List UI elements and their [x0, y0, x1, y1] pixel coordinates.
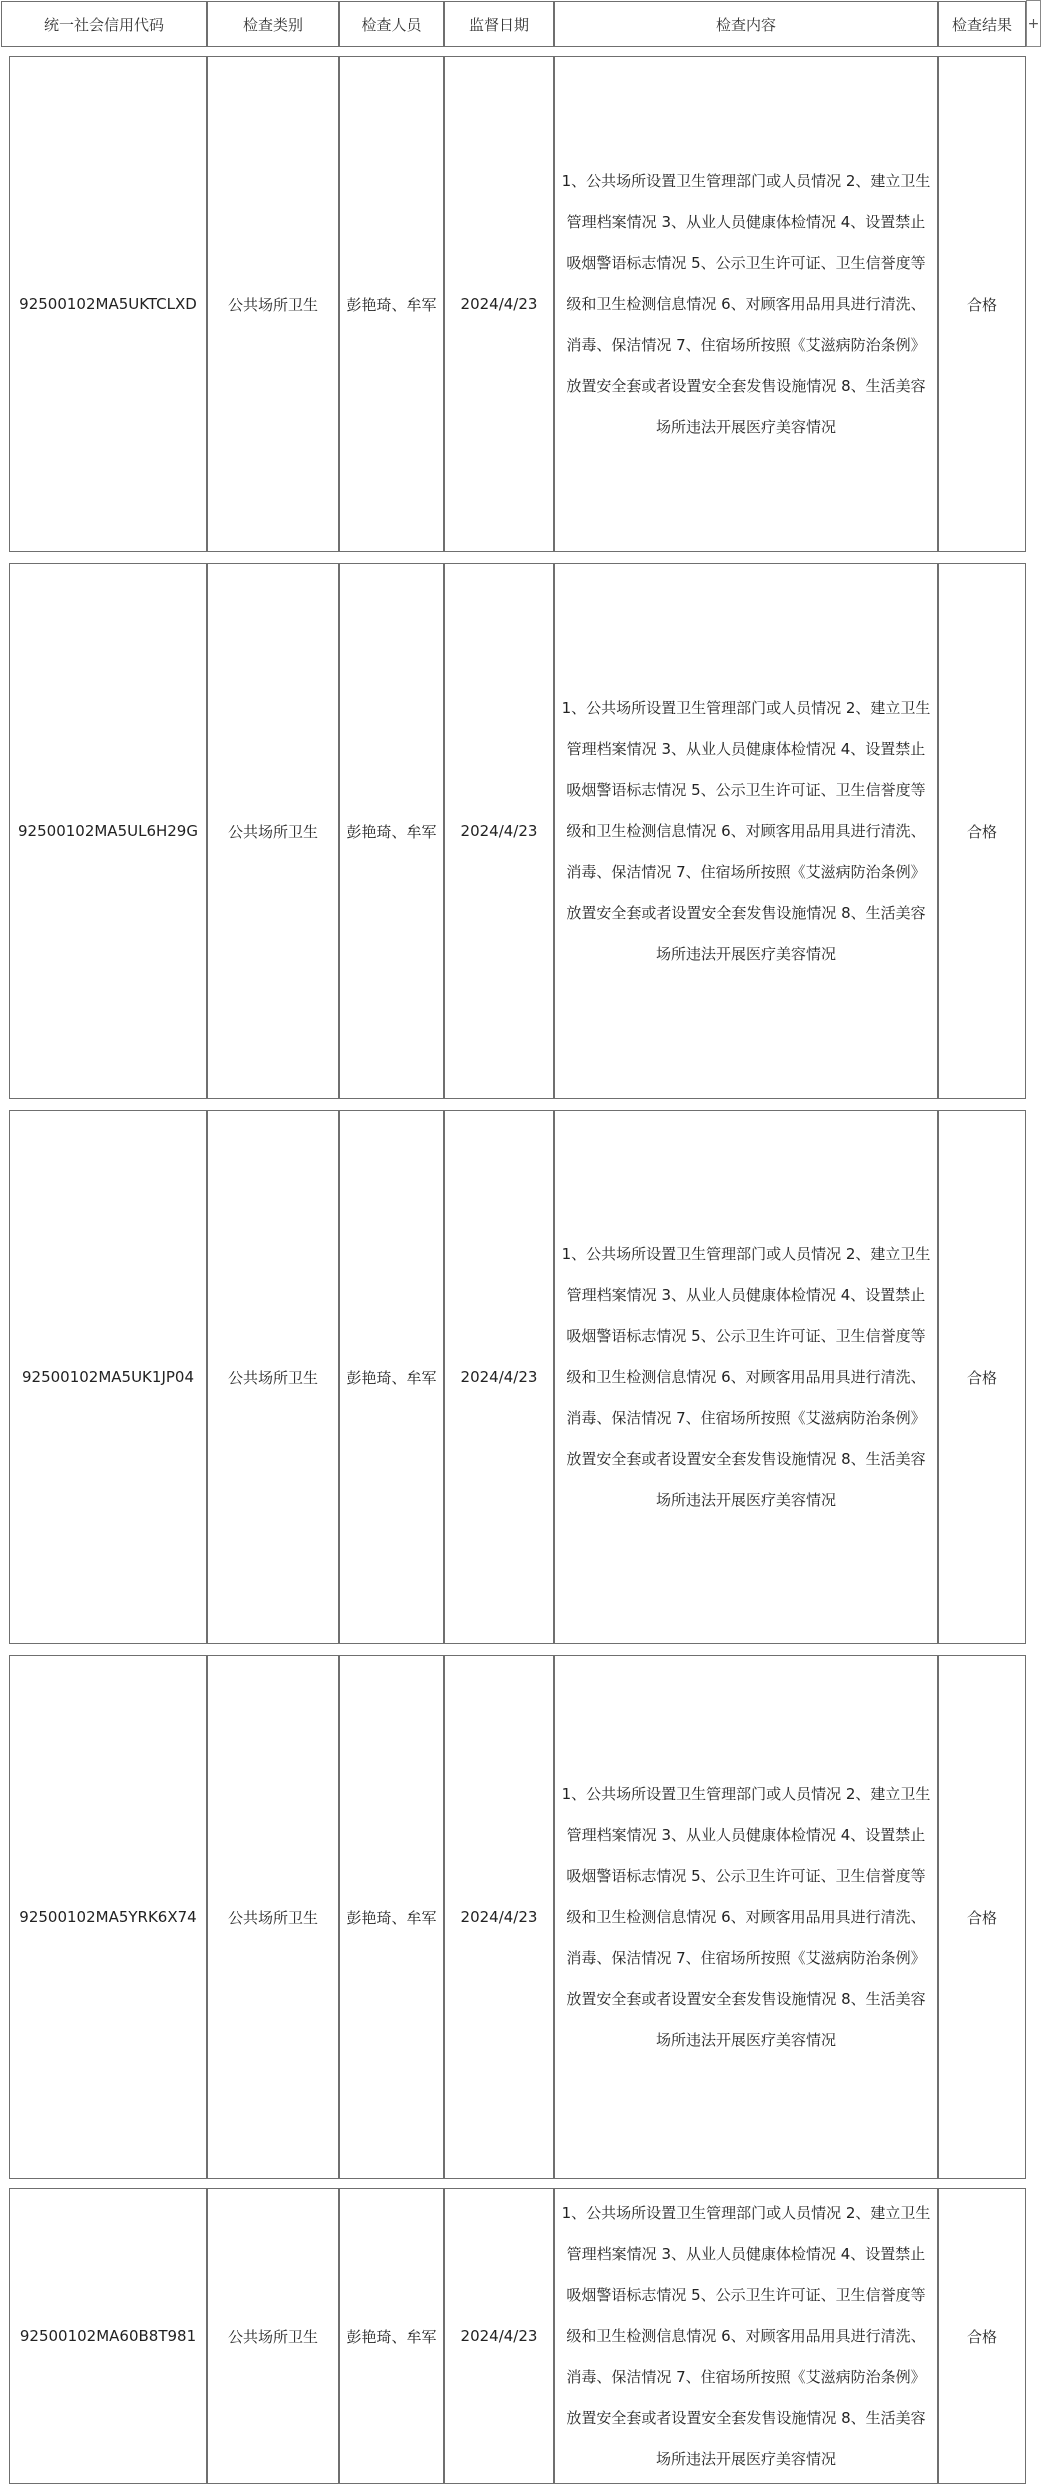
row-code: 92500102MA5UK1JP04	[9, 1110, 207, 1644]
row-inspector: 彭艳琦、牟军	[339, 56, 444, 552]
row-content: 1、公共场所设置卫生管理部门或人员情况 2、建立卫生管理档案情况 3、从业人员健康体检情况 4、设置禁止吸烟警语标志情况 5、公示卫生许可证、卫生信誉度等级和卫生检测信息情况 6、对顾客用品用具进行清洗、消毒、保洁情况 7、住宿场所按照《艾滋病防治条例》放置安全套或者设置安全套发售设施情况 8、生活美容场所违法开展医疗美容情况	[554, 2188, 938, 2484]
header-result: 检查结果	[938, 1, 1026, 47]
row-code: 92500102MA5YRK6X74	[9, 1655, 207, 2179]
header-content: 检查内容	[554, 1, 938, 47]
row-result: 合格	[938, 56, 1026, 552]
add-column-button[interactable]: +	[1026, 0, 1041, 47]
row-content: 1、公共场所设置卫生管理部门或人员情况 2、建立卫生管理档案情况 3、从业人员健康体检情况 4、设置禁止吸烟警语标志情况 5、公示卫生许可证、卫生信誉度等级和卫生检测信息情况 6、对顾客用品用具进行清洗、消毒、保洁情况 7、住宿场所按照《艾滋病防治条例》放置安全套或者设置安全套发售设施情况 8、生活美容场所违法开展医疗美容情况	[554, 563, 938, 1099]
row-inspector: 彭艳琦、牟军	[339, 2188, 444, 2484]
row-category: 公共场所卫生	[207, 1110, 339, 1644]
header-category: 检查类别	[207, 1, 339, 47]
row-inspector: 彭艳琦、牟军	[339, 1655, 444, 2179]
header-date: 监督日期	[444, 1, 554, 47]
row-date: 2024/4/23	[444, 1655, 554, 2179]
row-inspector: 彭艳琦、牟军	[339, 1110, 444, 1644]
header-inspector: 检查人员	[339, 1, 444, 47]
row-content: 1、公共场所设置卫生管理部门或人员情况 2、建立卫生管理档案情况 3、从业人员健康体检情况 4、设置禁止吸烟警语标志情况 5、公示卫生许可证、卫生信誉度等级和卫生检测信息情况 6、对顾客用品用具进行清洗、消毒、保洁情况 7、住宿场所按照《艾滋病防治条例》放置安全套或者设置安全套发售设施情况 8、生活美容场所违法开展医疗美容情况	[554, 1110, 938, 1644]
row-date: 2024/4/23	[444, 1110, 554, 1644]
header-code: 统一社会信用代码	[1, 1, 207, 47]
row-inspector: 彭艳琦、牟军	[339, 563, 444, 1099]
row-date: 2024/4/23	[444, 563, 554, 1099]
row-result: 合格	[938, 563, 1026, 1099]
row-result: 合格	[938, 1110, 1026, 1644]
row-category: 公共场所卫生	[207, 2188, 339, 2484]
row-date: 2024/4/23	[444, 2188, 554, 2484]
row-category: 公共场所卫生	[207, 1655, 339, 2179]
row-content: 1、公共场所设置卫生管理部门或人员情况 2、建立卫生管理档案情况 3、从业人员健康体检情况 4、设置禁止吸烟警语标志情况 5、公示卫生许可证、卫生信誉度等级和卫生检测信息情况 6、对顾客用品用具进行清洗、消毒、保洁情况 7、住宿场所按照《艾滋病防治条例》放置安全套或者设置安全套发售设施情况 8、生活美容场所违法开展医疗美容情况	[554, 1655, 938, 2179]
row-result: 合格	[938, 2188, 1026, 2484]
row-code: 92500102MA5UKTCLXD	[9, 56, 207, 552]
row-result: 合格	[938, 1655, 1026, 2179]
row-date: 2024/4/23	[444, 56, 554, 552]
row-content: 1、公共场所设置卫生管理部门或人员情况 2、建立卫生管理档案情况 3、从业人员健康体检情况 4、设置禁止吸烟警语标志情况 5、公示卫生许可证、卫生信誉度等级和卫生检测信息情况 6、对顾客用品用具进行清洗、消毒、保洁情况 7、住宿场所按照《艾滋病防治条例》放置安全套或者设置安全套发售设施情况 8、生活美容场所违法开展医疗美容情况	[554, 56, 938, 552]
row-code: 92500102MA60B8T981	[9, 2188, 207, 2484]
row-category: 公共场所卫生	[207, 563, 339, 1099]
row-category: 公共场所卫生	[207, 56, 339, 552]
row-code: 92500102MA5UL6H29G	[9, 563, 207, 1099]
